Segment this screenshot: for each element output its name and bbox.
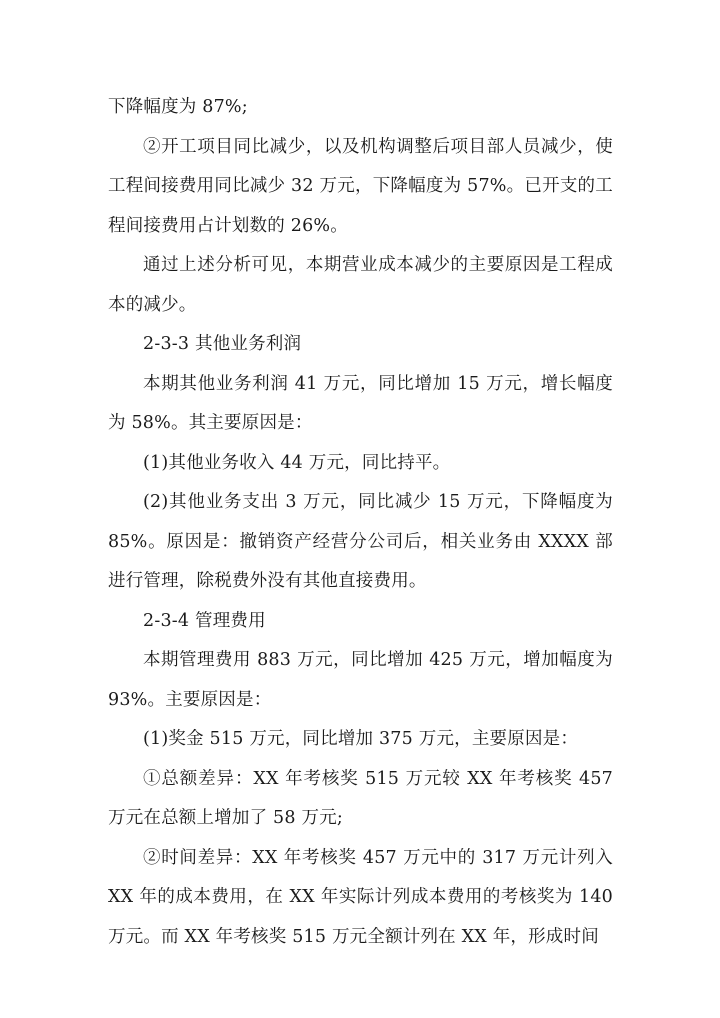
paragraph-bonus: (1)奖金 515 万元，同比增加 375 万元，主要原因是： bbox=[143, 729, 579, 749]
paragraph-admin-expense: 本期管理费用 883 万元，同比增加 425 万元，增加幅度为 93%。主要原因是： bbox=[108, 650, 613, 710]
paragraph-total-difference: ①总额差异：XX 年考核奖 515 万元较 XX 年考核奖 457 万元在总额上增加了 58 万元; bbox=[108, 768, 613, 828]
section-heading-admin-expense: 2-3-4 管理费用 bbox=[143, 610, 266, 631]
paragraph-indirect-cost: ②开工项目同比减少，以及机构调整后项目部人员减少，使工程间接费用同比减少 32 万元，下降幅度为 57%。已开支的工程间接费用占计划数的 26%。 bbox=[108, 136, 613, 236]
paragraph-other-expense: (2)其他业务支出 3 万元，同比减少 15 万元，下降幅度为 85%。原因是：撤销资产经营分公司后，相关业务由 XXXX 部进行管理，除税费外没有其他直接费用。 bbox=[108, 492, 613, 591]
paragraph-other-income: (1)其他业务收入 44 万元，同比持平。 bbox=[143, 452, 451, 473]
paragraph-other-profit: 本期其他业务利润 41 万元，同比增加 15 万元，增长幅度为 58%。其主要原因是： bbox=[108, 373, 613, 433]
document-body bbox=[108, 88, 613, 957]
paragraph-analysis-summary: 通过上述分析可见，本期营业成本减少的主要原因是工程成本的减少。 bbox=[108, 255, 613, 315]
paragraph-continuation: 下降幅度为 87%; bbox=[108, 97, 248, 117]
paragraph-time-difference: ②时间差异：XX 年考核奖 457 万元中的 317 万元计列入 XX 年的成本费用，在 XX 年实际计列成本费用的考核奖为 140 万元。而 XX 年考核奖 515 万元全额计列在 XX 年，形成时间 bbox=[108, 847, 613, 947]
section-heading-other-profit: 2-3-3 其他业务利润 bbox=[143, 334, 302, 354]
